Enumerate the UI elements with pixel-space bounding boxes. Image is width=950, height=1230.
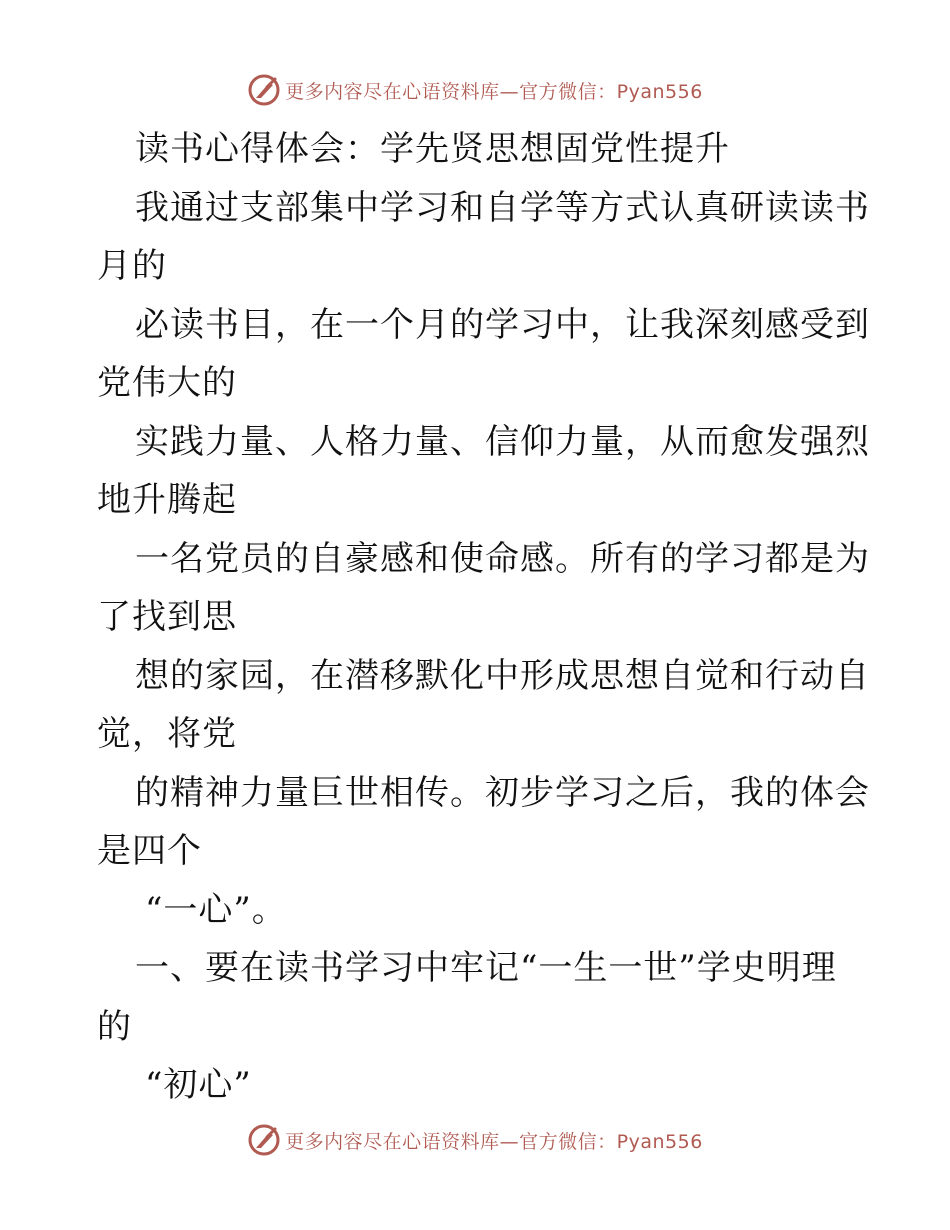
paragraph-line: 必读书目，在一个月的学习中，让我深刻感受到 [135,304,870,345]
quill-pen-logo-icon [247,1123,281,1157]
paragraph-line: 想的家园，在潜移默化中形成思想自觉和行动自 [135,655,870,696]
paragraph-line: 的 [97,1006,132,1047]
paragraph-line: 地升腾起 [97,480,237,520]
footer-banner-text: 更多内容尽在心语资料库—官方微信：Pyan556 [285,1130,703,1153]
document-body [97,120,870,1115]
footer-banner [0,1120,950,1160]
document-title: 读书心得体会：学先贤思想固党性提升 [135,129,730,169]
paragraph-line: 党伟大的 [97,363,237,403]
header-banner-text: 更多内容尽在心语资料库—官方微信：Pyan556 [285,80,703,103]
paragraph-line: “初心” [145,1065,252,1105]
header-banner [0,70,950,110]
paragraph-line: “一心”。 [145,889,287,930]
paragraph-line: 觉，将党 [97,714,237,754]
paragraph-line: 我通过支部集中学习和自学等方式认真研读读书 [135,187,870,228]
paragraph-line: 月的 [97,246,167,286]
paragraph-line: 是四个 [97,831,202,871]
paragraph-line: 实践力量、人格力量、信仰力量，从而愈发强烈 [135,421,870,462]
section-heading-line: 一、要在读书学习中牢记“一生一世”学史明理 [135,948,837,988]
quill-pen-logo-icon [247,73,281,107]
paragraph-line: 的精神力量巨世相传。初步学习之后，我的体会 [135,772,870,813]
paragraph-line: 了找到思 [97,597,237,637]
paragraph-line: 一名党员的自豪感和使命感。所有的学习都是为 [135,538,870,579]
